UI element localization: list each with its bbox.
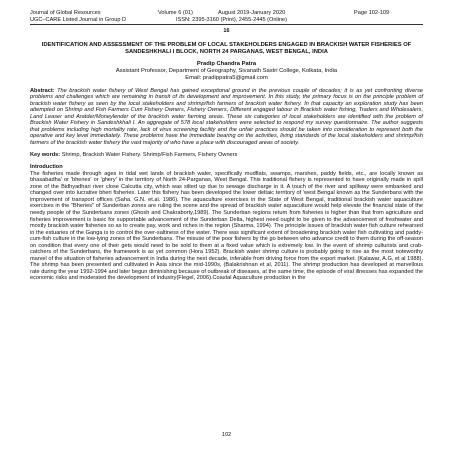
- abstract-label: Abstract:: [30, 87, 55, 94]
- issn: ISSN: 2395-3160 (Print), 2455-2445 (Online): [176, 16, 288, 23]
- ugc-listing: UGC–CARE Listed Journal in Group D: [30, 16, 127, 23]
- introduction-text: The fisheries made through ages in tidal wet lands of brackish water, specifically mudflats, swamps, marshes, paddy fields, etc., are locally known as bhasabadha' or 'bheries' or 'ghery' in the territory of North 24-Parganas, West Bengal. This traditional fishery is represented to have originally made in spill zone of the Bidhyadhari river close Calcutta city, which was silted up due to sewage discharge in it. A touch of the river and spillway were embanked and changed over into lucrative bheri fisheries. Later this fishery has been developed the lower deltaic territory of 'west Bengal known as the Sunderbans with the improvement of transport offices (Saha. G.N. et.al. 1986). The aquaculture exercises in the State of West Bengal, traditional brackish water aquaculture exercises in the "Bheries" of Sunderban zones are ruling the scene and the spread of brackish water aquaculture would help elevate the financial state of the needy people of the Sunderbans zones (Ghosh and Chakraborty,1989). The Sunderban regions return from fisheries is higher than that from agriculture and fisheries improvement is basic for supportable advancement of the Sunderban Delta, highest need ought to be given to the advancement of freshwater and mostly brackish water fisheries so as to create pay, work and riches in the region (Sharma, 1994). The principle issues of brackish water fish culture rehearsed in the estuaries of the Ganga is to control the over-saltiness of the water. There was significant extent of broadening brackish water fish cultivating and paddy-cum-fish culture in the low-lying zones of the Sunderbans. The misuse of the poor fishers by the go between who advance credit to them during the off-season on condition that every one of their gets would need to be sold to them at a fixed value which is extremely low. In the event of shrimp culturists and crab-catchers of the Sunderbans, the framework is as yet common (Hora 1952). Brackish water shrimp culture is probably going to rise as the most noteworthy marvel of the situation of fisheries advancement in India during the next decade, inferable from driving force from the export market. (Kalawar, A.G, et al 1988). The shrimp has been presented and cultivated in Asia since the mid-1990s, (Balakrishnan et al, 2011). The shrimp production has developed at marvellous rate during the year 1992-1994 and later begun diminishing because of outbreak of diseases, at the same time, the episode of viral illnesses has expanded the economic risks and moderated the development of industry(Flegel, 2006).Coastal Aquaculture production in the: [30, 170, 423, 282]
- journal-name: Journal of Global Resources: [30, 10, 101, 16]
- author-name: Pradip Chandra Patra: [196, 61, 257, 67]
- author-block: [30, 61, 423, 82]
- article-number: 16: [223, 28, 230, 35]
- journal-header-line-2: [30, 17, 423, 24]
- journal-date: August 2019-January 2020: [218, 10, 286, 16]
- keywords-text: Shrimp, Brackish Water Fishery. Shrimp/Fish Farmers, Fishery Owners: [60, 152, 238, 159]
- journal-pages: Page 102-109: [354, 10, 390, 16]
- introduction-heading: Introduction: [30, 163, 63, 170]
- header-divider: [30, 24, 423, 25]
- abstract: [30, 88, 423, 147]
- keywords-label: Key words:: [30, 152, 61, 159]
- page-number: 102: [221, 432, 232, 438]
- paper-title: IDENTIFICATION AND ASSESSMENT OF THE PROBLEM OF LOCAL STAKEHOLDERS ENGAGED IN BRACKISH WATER FISHERIES OF SANDESHKHALI I BLOCK, NORTH 24 PARGANAS, WEST BENGAL, INDIA: [41, 42, 412, 56]
- keywords: [30, 152, 423, 159]
- journal-header-line-1: [30, 10, 423, 17]
- author-email: Email: pradippatra5@gmail.com: [185, 74, 268, 81]
- abstract-text: The brackish water fishery of West Bengal has gained exceptional ground in the previous couple of decades; it is as yet confronting diverse problems and challenges which are remaining in transit of its development and improvement. In this study, the primary focus is on the principle problem of brackish water fishery as seen by the local stakeholders and shrimp/fish farmers of brackish water fishery. In that capacity an exploration study has been attempted on Shrimp and Fish Farmers Cum Fishery Owners, Fishery Owners, Different engaged labour in Brackish water fishing, Traders and Wholesalers, Land Leaser and Aratder/Moneylender of the brackish water farming areas. These six categories of local stakeholders are identified with the problem of Brackish Water Fishery in Sandeshkhali I. An aggregate of 578 local stakeholders were selected to respond my survey questionnaire. The author suggests that problems including high mortality rate, lack of virus screening facility and the unfair practices should be taken into consideration to represent both the operative and key level immediately. These problems have the immediate bearing on the activities, living standards of the local stakeholders and shrimp/fish farmers of the brackish water fishery the vast majority of who have a place with discouraged areas of society.: [30, 87, 423, 146]
- author-affiliation: Assistant Professor, Department of Geography, Sivanath Sastri College, Kolkata, India: [115, 67, 338, 74]
- journal-volume: Volume 6 (01): [158, 10, 193, 16]
